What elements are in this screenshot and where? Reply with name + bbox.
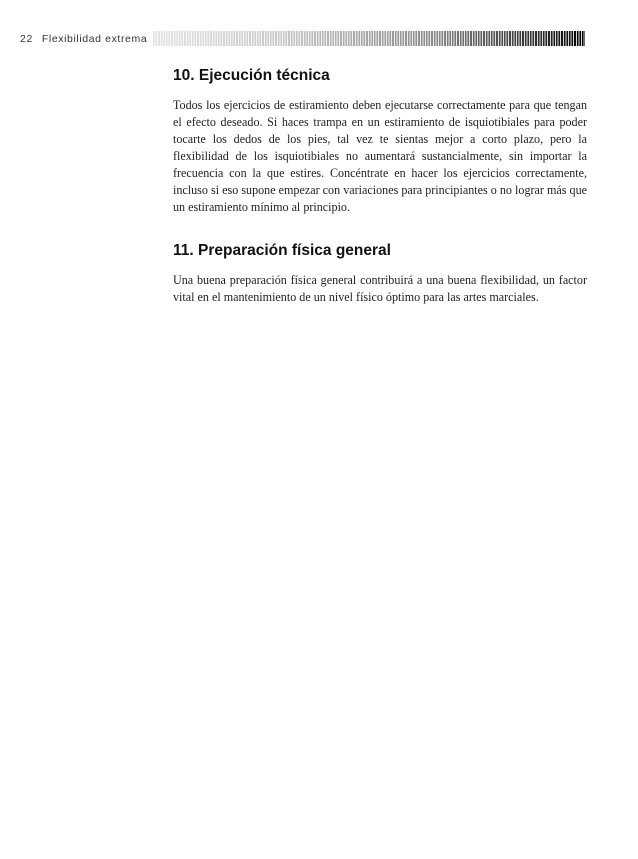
section-paragraph: Todos los ejercicios de estiramiento deben ejecutarse correctamente para que tengan el efecto deseado. Si haces trampa en un estiramiento de isquiotibiales para poder tocarte los dedos de los pies, tal vez te sientas mejor a corto plazo, pero la flexibilidad de los isquiotibiales no aumentará sustancialmente, sin importar la frecuencia con la que estires. Concéntrate en hacer los ejercicios correctamente, incluso si eso supone empezar con variaciones para principiantes o no lograr más que un estiramiento mínimo al principio. [173, 98, 587, 214]
section-tecnica [173, 66, 587, 216]
running-header [20, 30, 585, 47]
section-title: 11. Preparación física general [173, 242, 391, 259]
running-title: Flexibilidad extrema [41, 32, 148, 45]
section-title: 10. Ejecución técnica [173, 67, 330, 84]
page-number: 22 [20, 32, 33, 45]
section-paragraph: Una buena preparación física general contribuirá a una buena flexibilidad, un factor vital en el mantenimiento de un nivel físico óptimo para las artes marciales. [173, 273, 587, 304]
section-preparacion [173, 241, 587, 306]
header-gradient-bar [153, 31, 585, 46]
page-content [173, 66, 587, 331]
